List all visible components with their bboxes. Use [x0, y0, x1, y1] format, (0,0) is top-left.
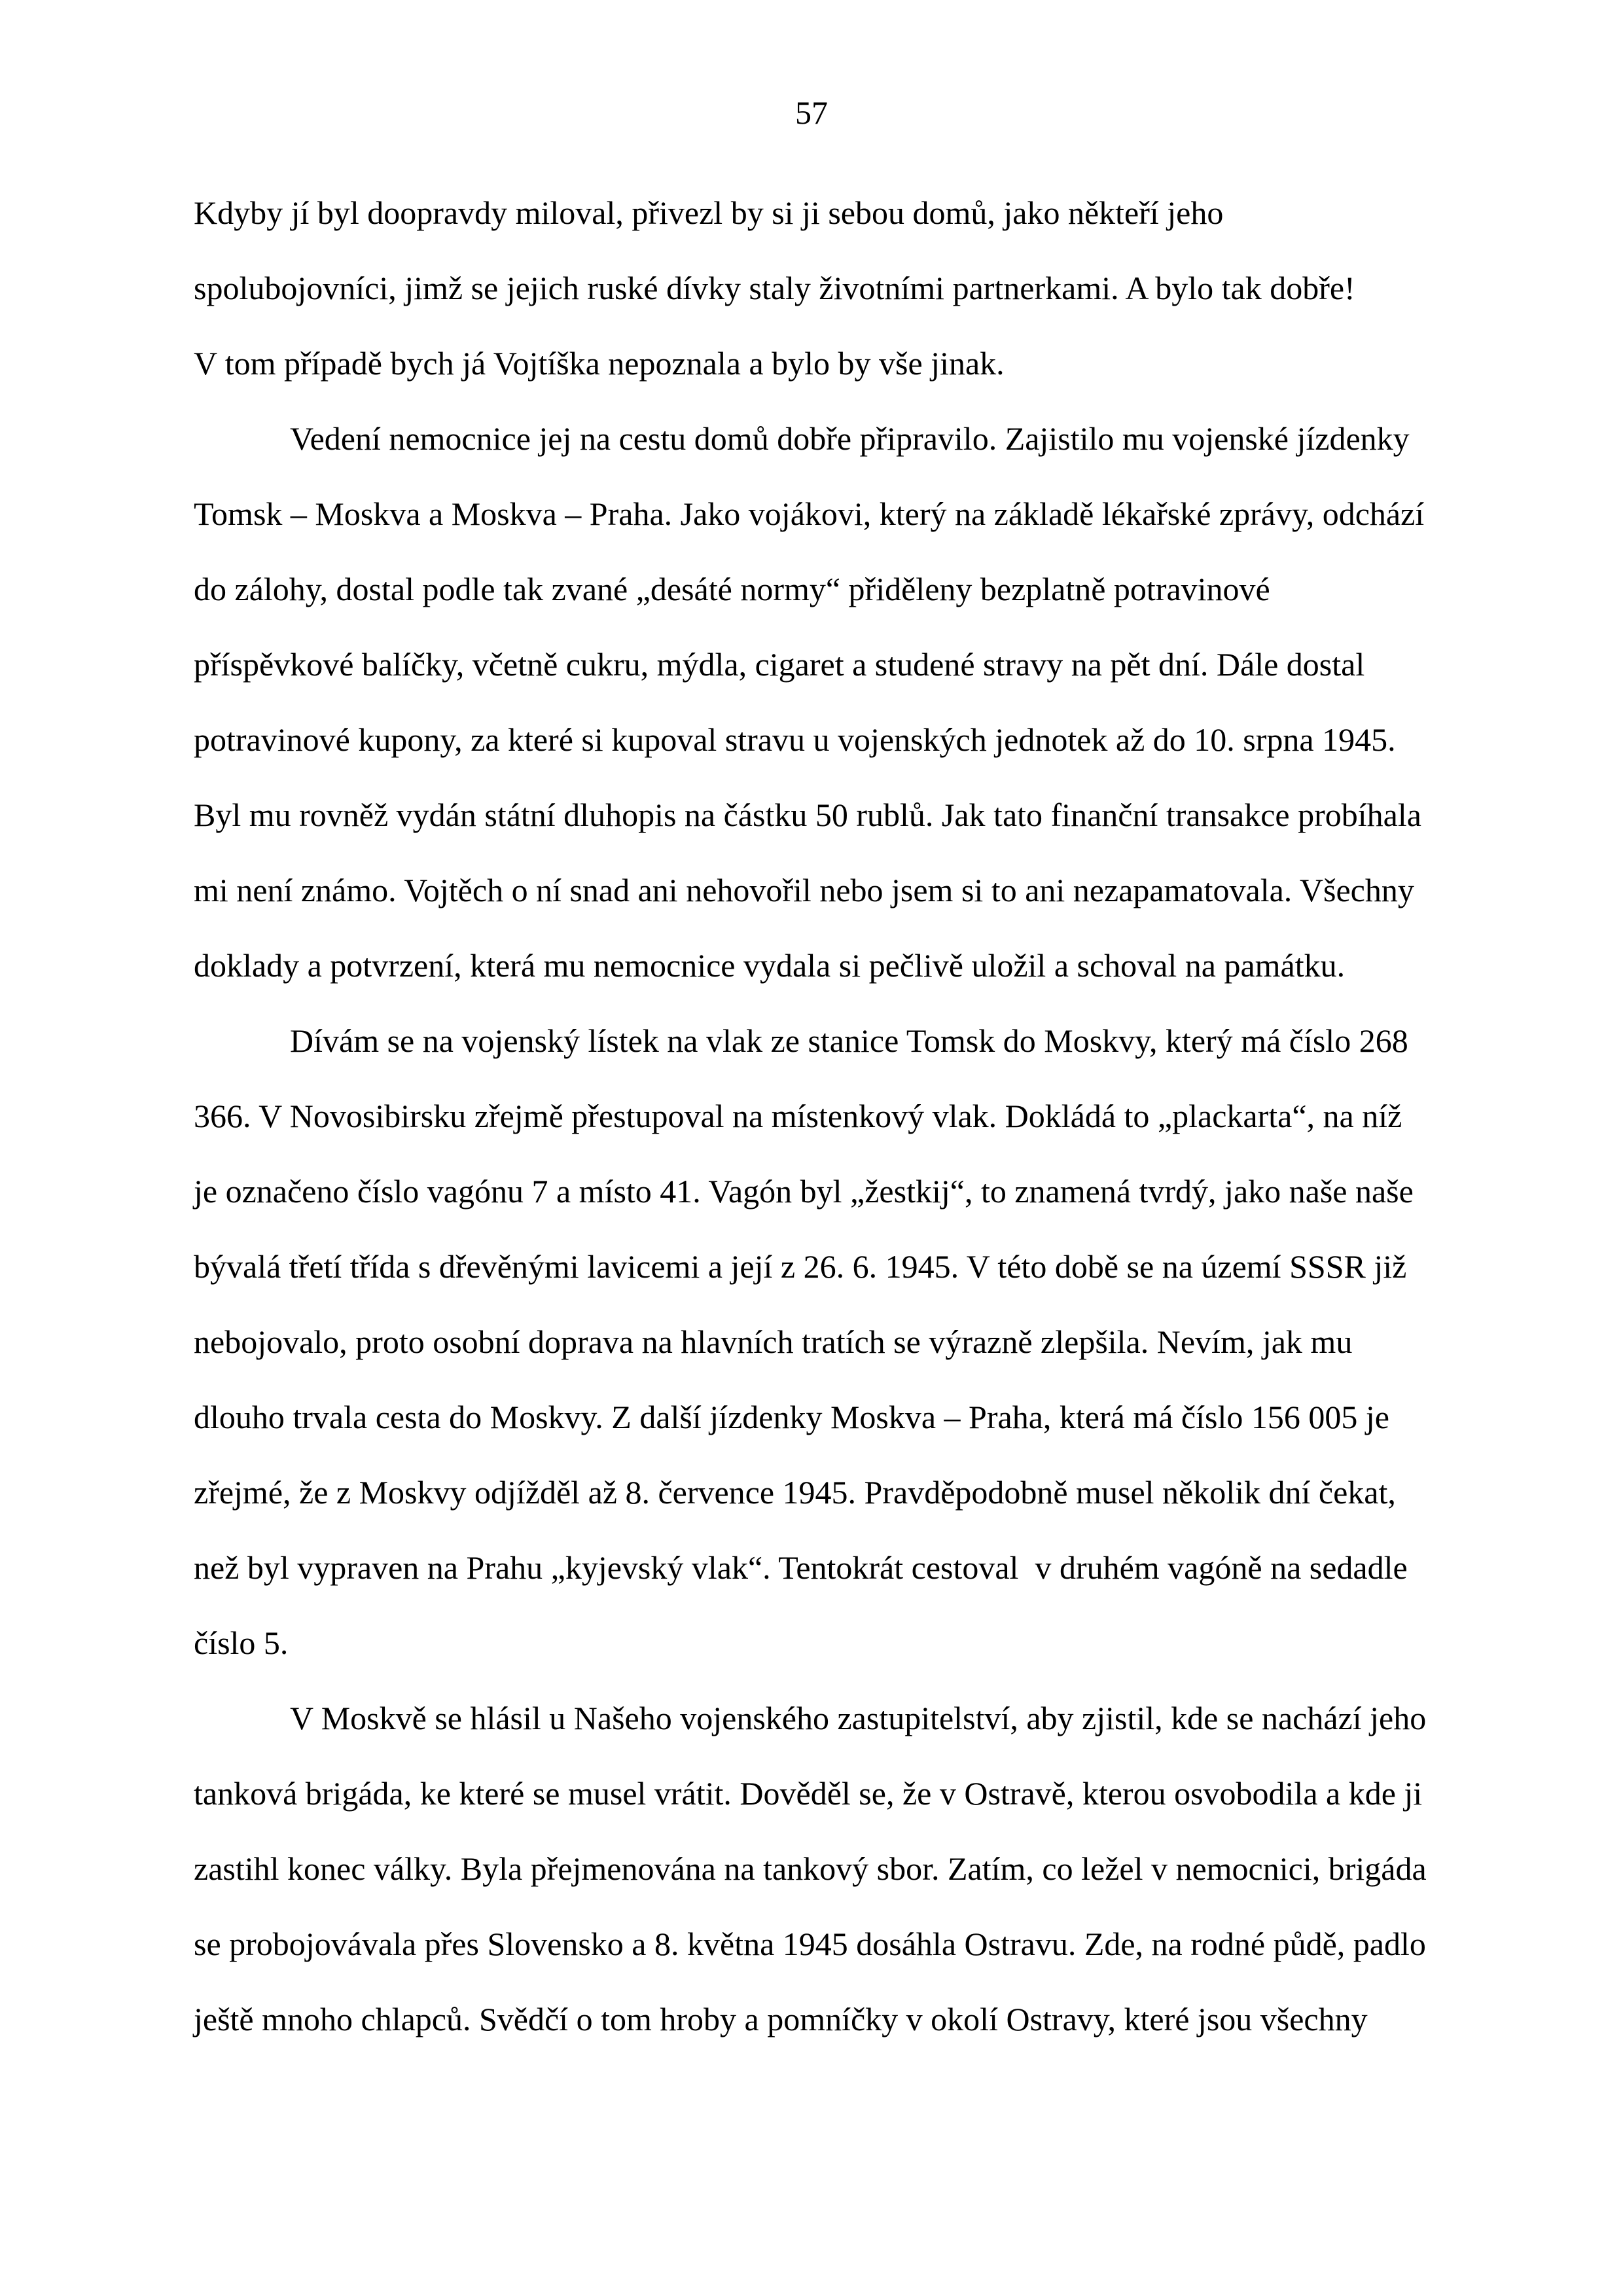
text-line: Kdyby jí byl doopravdy miloval, přivezl by si ji sebou domů, jako někteří jeho — [194, 194, 1224, 231]
text-line: bývalá třetí třída s dřevěnými lavicemi a její z 26. 6. 1945. V této době se na území SSSR již — [194, 1248, 1407, 1285]
text-line: potravinové kupony, za které si kupoval stravu u vojenských jednotek až do 10. srpna 1945. — [194, 721, 1396, 758]
text-line: doklady a potvrzení, která mu nemocnice vydala si pečlivě uložil a schoval na památku. — [194, 947, 1346, 984]
text-line: než byl vypraven na Prahu „kyjevský vlak“. Tentokrát cestoval v druhém vagóně na sedadle — [194, 1549, 1408, 1586]
text-line: zřejmé, že z Moskvy odjížděl až 8. července 1945. Pravděpodobně musel několik dní čekat, — [194, 1474, 1396, 1511]
text-line: nebojovalo, proto osobní doprava na hlavních tratích se výrazně zlepšila. Nevím, jak mu — [194, 1323, 1353, 1360]
text-body — [194, 175, 1432, 2057]
text-line: tanková brigáda, ke které se musel vrátit. Dověděl se, že v Ostravě, kterou osvobodila a kde ji — [194, 1775, 1423, 1812]
text-line: Byl mu rovněž vydán státní dluhopis na částku 50 rublů. Jak tato finanční transakce probíhala — [194, 797, 1421, 833]
text-line: Tomsk – Moskva a Moskva – Praha. Jako vojákovi, který na základě lékařské zprávy, odchází — [194, 495, 1425, 532]
text-line: příspěvkové balíčky, včetně cukru, mýdla, cigaret a studené stravy na pět dní. Dále dostal — [194, 646, 1365, 683]
text-line: Dívám se na vojenský lístek na vlak ze stanice Tomsk do Moskvy, který má číslo 268 — [290, 1022, 1408, 1059]
text-line: zastihl konec války. Byla přejmenována na tankový sbor. Zatím, co ležel v nemocnici, brigáda — [194, 1850, 1427, 1887]
text-line: mi není známo. Vojtěch o ní snad ani nehovořil nebo jsem si to ani nezapamatovala. Všechny — [194, 872, 1414, 908]
text-line: Vedení nemocnice jej na cestu domů dobře připravilo. Zajistilo mu vojenské jízdenky — [290, 420, 1410, 457]
text-line: do zálohy, dostal podle tak zvané „desáté normy“ přiděleny bezplatně potravinové — [194, 571, 1270, 607]
text-line: 366. V Novosibirsku zřejmě přestupoval na místenkový vlak. Dokládá to „plackarta“, na níž — [194, 1098, 1402, 1134]
text-line: V tom případě bych já Vojtíška nepoznala a bylo by vše jinak. — [194, 345, 1005, 382]
text-line: V Moskvě se hlásil u Našeho vojenského zastupitelství, aby zjistil, kde se nachází jeho — [290, 1700, 1427, 1736]
page-number: 57 — [795, 94, 828, 131]
text-line: číslo 5. — [194, 1624, 289, 1661]
text-line: ještě mnoho chlapců. Svědčí o tom hroby a pomníčky v okolí Ostravy, které jsou všechny — [194, 2001, 1368, 2037]
text-line: je označeno číslo vagónu 7 a místo 41. Vagón byl „žestkij“, to znamená tvrdý, jako naše naše — [194, 1173, 1414, 1210]
text-line: dlouho trvala cesta do Moskvy. Z další jízdenky Moskva – Praha, která má číslo 156 005 je — [194, 1399, 1389, 1435]
text-line: se probojovávala přes Slovensko a 8. května 1945 dosáhla Ostravu. Zde, na rodné půdě, padlo — [194, 1926, 1426, 1962]
text-line: spolubojovníci, jimž se jejich ruské dívky staly životními partnerkami. A bylo tak dobře! — [194, 270, 1355, 306]
